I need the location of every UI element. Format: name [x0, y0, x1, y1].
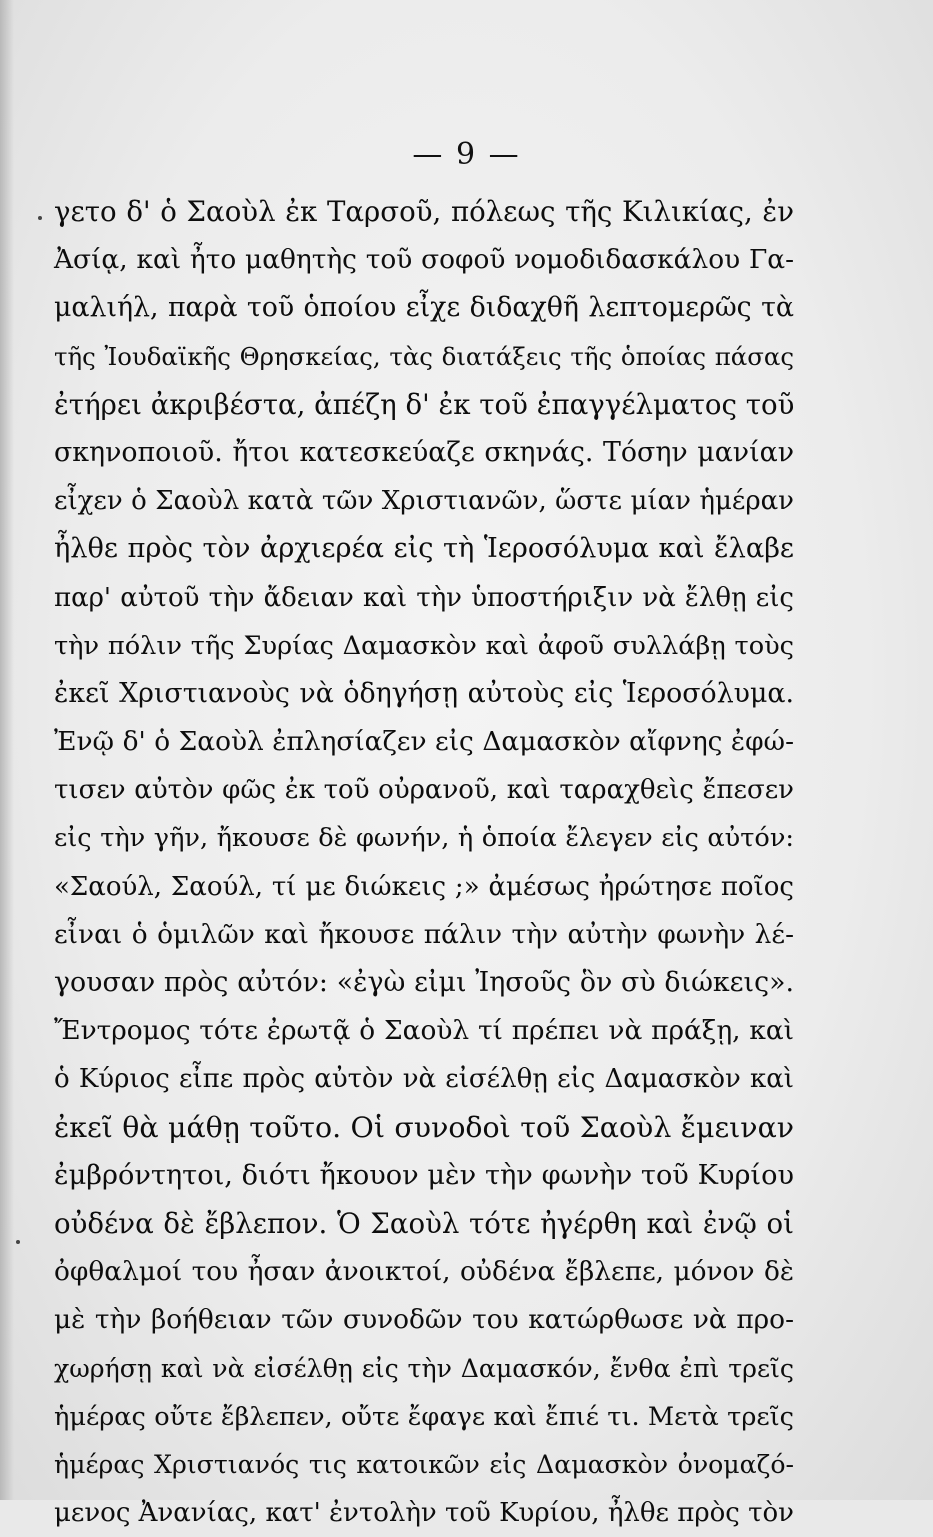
text-line: ἡμέρας Χριστιανός τις κατοικῶν εἰς Δαμασκὸν ὀνομαζό-	[54, 1449, 794, 1479]
text-line: τῆς Ἰουδαϊκῆς Θρησκείας, τὰς διατάξεις τῆς ὁποίας πάσας	[54, 341, 794, 371]
text-line: τισεν αὐτὸν φῶς ἐκ τοῦ οὐρανοῦ, καὶ ταραχθεὶς ἔπεσεν	[54, 775, 794, 806]
page-number: — 9 —	[412, 137, 521, 172]
text-line: γουσαν πρὸς αὐτόν: «ἐγὼ εἰμι Ἰησοῦς ὃν σὺ διώκεις».	[54, 967, 794, 998]
text-line: ἐμβρόντητοι, διότι ἤκουον μὲν τὴν φωνὴν τοῦ Κυρίου	[54, 1159, 794, 1191]
text-line: ὁ Κύριος εἶπε πρὸς αὐτὸν νὰ εἰσέλθῃ εἰς Δαμασκὸν καὶ	[54, 1064, 794, 1095]
text-line: μενος Ἀνανίας, κατ' ἐντολὴν τοῦ Κυρίου, ἦλθε πρὸς τὸν	[54, 1498, 794, 1529]
text-line: Ἐνῷ δ' ὁ Σαοὺλ ἐπλησίαζεν εἰς Δαμασκὸν αἴφνης ἐφώ-	[54, 726, 794, 758]
body-text	[54, 188, 794, 1537]
page-edge-shadow	[0, 0, 14, 1500]
text-line: γετο δ' ὁ Σαοὺλ ἐκ Ταρσοῦ, πόλεως τῆς Κιλικίας, ἐν	[54, 195, 794, 228]
text-line: ἦλθε πρὸς τὸν ἀρχιερέα εἰς τὴ Ἱεροσόλυμα καὶ ἔλαβε	[54, 533, 794, 565]
text-line: μαλιήλ, παρὰ τοῦ ὁποίου εἶχε διδαχθῆ λεπτομερῶς τὰ	[54, 292, 794, 324]
text-line: Ἀσίᾳ, καὶ ἦτο μαθητὴς τοῦ σοφοῦ νομοδιδασκάλου Γα-	[54, 244, 794, 276]
text-line: μὲ τὴν βοήθειαν τῶν συνοδῶν του κατώρθωσε νὰ προ-	[54, 1304, 794, 1336]
text-line: ὀφθαλμοί του ἦσαν ἀνοικτοί, οὐδένα ἔβλεπε, μόνον δὲ	[54, 1256, 794, 1288]
text-line: σκηνοποιοῦ. ἤτοι κατεσκεύαζε σκηνάς. Τόσην μανίαν	[54, 436, 794, 468]
text-line: Ἔντρομος τότε ἐρωτᾷ ὁ Σαοὺλ τί πρέπει νὰ πράξῃ, καὶ	[54, 1015, 794, 1047]
text-line: οὐδένα δὲ ἔβλεπον. Ὁ Σαοὺλ τότε ἠγέρθη καὶ ἐνῷ οἱ	[54, 1206, 794, 1240]
ink-speck	[38, 216, 42, 220]
text-line: εἶναι ὁ ὁμιλῶν καὶ ἤκουσε πάλιν τὴν αὐτὴν φωνὴν λέ-	[54, 918, 794, 950]
text-line: «Σαούλ, Σαούλ, τί με διώκεις ;» ἀμέσως ἠρώτησε ποῖος	[54, 871, 794, 902]
text-line: χωρήσῃ καὶ νὰ εἰσέλθῃ εἰς τὴν Δαμασκόν, ἔνθα ἐπὶ τρεῖς	[54, 1353, 794, 1383]
ink-speck	[16, 1240, 20, 1244]
text-line: ἐκεῖ θὰ μάθῃ τοῦτο. Οἱ συνοδοὶ τοῦ Σαοὺλ ἔμειναν	[54, 1110, 794, 1144]
text-line: εἰς τὴν γῆν, ἤκουσε δὲ φωνήν, ἡ ὁποία ἔλεγεν εἰς αὐτόν:	[54, 823, 794, 854]
text-line: ἡμέρας οὔτε ἔβλεπεν, οὔτε ἔφαγε καὶ ἔπιέ τι. Μετὰ τρεῖς	[54, 1401, 794, 1432]
text-line: ἐκεῖ Χριστιανοὺς νὰ ὁδηγήσῃ αὐτοὺς εἰς Ἱεροσόλυμα.	[54, 677, 794, 709]
text-line: ἐτήρει ἀκριβέστα, ἀπέζη δ' ἐκ τοῦ ἐπαγγέλματος τοῦ	[54, 387, 795, 421]
text-line: τὴν πόλιν τῆς Συρίας Δαμασκὸν καὶ ἀφοῦ συλλάβῃ τοὺς	[54, 630, 794, 661]
text-line: παρ' αὐτοῦ τὴν ἄδειαν καὶ τὴν ὑποστήριξιν νὰ ἔλθῃ εἰς	[54, 582, 794, 613]
text-line: εἶχεν ὁ Σαοὺλ κατὰ τῶν Χριστιανῶν, ὥστε μίαν ἡμέραν	[54, 486, 794, 517]
